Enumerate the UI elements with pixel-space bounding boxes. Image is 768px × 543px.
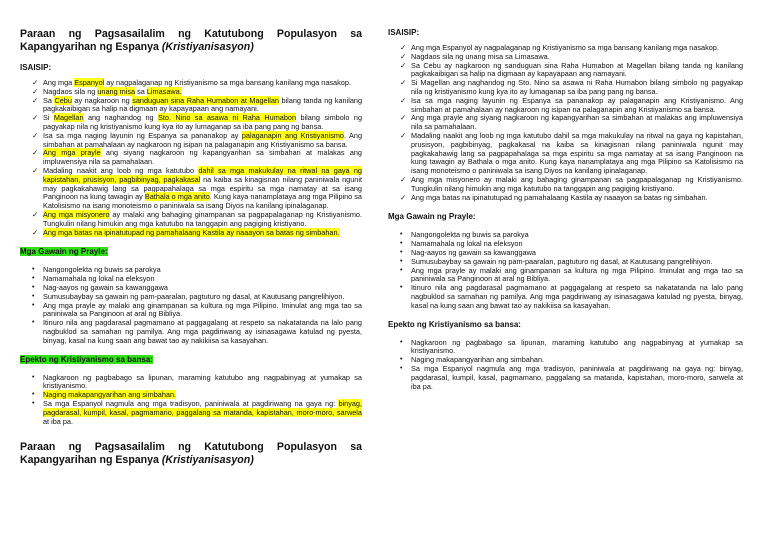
list-item [20,167,362,211]
list-item-text: na kaiba sa kinagisnan nilang paniniwala ngunit may pagkakahawig lang sa pagpapahalaga sa mga espiritu sa mga namatay at sa isang Panginoon na kung tawagin ay [43,174,362,202]
list-item [20,229,362,238]
list-item [388,62,743,80]
list-item-text: Itinuro nila ang pagdarasal pagmamano at paggagalang at respeto sa nakatatanda na lalo pang nagbuklod sa samahan ng pamilya. Ang mga pagdiriwang ay isinasagawa katulad ng pyesta, binyag, kasal na kung saan ang bawat tao ay nakikiisa sa kasayahan. [43,318,362,345]
epekto-list [388,339,743,392]
bullet-icon: • [32,319,35,327]
list-item [20,114,362,132]
list-item [20,319,362,345]
bullet-icon: • [32,373,35,381]
list-item [388,114,743,132]
bullet-icon: • [32,266,35,274]
checkmark-icon: ✓ [32,227,39,237]
bullet-icon: • [400,356,403,364]
list-item-text: Sa mga Espanyol nagmula ang mga tradisyon, paniniwala at pagdiriwang na gaya ng: binyag, pagdarasal, kumpil, kasal, pagmamano, paggalang sa matanda, kapistahan, moro-moro, sarwela at iba pa. [411,363,743,391]
bullet-icon: • [32,275,35,283]
list-item-text: bilang tanda ng kanilang pagkakaibigan sa halip na digmaan ay kapayapaan ang namayani. [43,95,363,114]
list-item [388,79,743,97]
list-item-text: Sa Cebu ay nagkaroon ng sanduguan sina Raha Humabon at Magellan bilang tanda ng kanilang pagkakaibigan sa halip na digmaan ay kapayapaan ang namayani. [411,60,743,79]
document-title [20,28,362,53]
checkmark-icon: ✓ [32,148,39,158]
highlighted-text: Cebu [54,95,72,105]
list-item [388,97,743,115]
highlighted-text: sanduguan sina Raha Humabon at Magellan [132,95,279,105]
bullet-icon: • [400,364,403,372]
bullet-icon: • [400,266,403,274]
list-item [20,211,362,229]
checkmark-icon: ✓ [32,78,39,87]
prayle-heading [20,247,362,257]
list-item-text: Nag-aayos ng gawain sa kawanggawa [43,282,168,292]
left-column [20,0,362,466]
bullet-icon: • [32,399,35,407]
isaisip-list [388,44,743,202]
list-item-text: Isa sa mga naging layunin ng Espanya sa pananakop ay palaganapin ang Kristiyanismo. Ang simbahan at pamahalaan ay nagkaroon ng isipan na palaganapin ang Kristiyanismo sa bansa. [411,95,743,114]
list-item-text: Nangongolekta ng buwis sa parokya [43,265,161,275]
list-item-text: ay nagkaroon ng [71,95,133,105]
list-item-text: Nagdaos sila ng unang misa sa Limasawa. [411,51,550,61]
list-item-text: . Ang simbahan at pamahalaan ay nagkaroon ng isipan na palaganapin ang Kristiyanismo sa bansa. [43,130,363,149]
list-item-text: Sa mga Espanyol nagmula ang mga tradisyon, paniniwala at pagdiriwang na gaya ng: [43,398,339,408]
checkmark-icon: ✓ [400,174,407,184]
epekto-list [20,374,362,427]
list-item-text: Naging makapangyarihan ang simbahan. [411,355,545,365]
list-item-text: Sa [43,95,55,105]
epekto-heading: Epekto ng Kristiyanismo sa bansa: [388,319,521,329]
list-item [20,374,362,392]
list-item [20,302,362,320]
list-item [20,97,362,115]
list-item-text: Ang mga misyonero ay malaki ang bahaging ginampanan sa pagpapalaganap ng Kristiyanismo. Tungkulin nilang himukin ang mga katutubo na tanggapin ang pagiging kristiyano. [411,174,743,193]
highlighted-text: unang misa [97,86,136,96]
list-item [20,400,362,426]
list-item-text: Ang mga [43,78,75,87]
bullet-icon: • [32,301,35,309]
list-item-text: Ang mga Espanyol ay nagpalaganap ng Kristiyanismo sa mga bansang kanilang mga nasakop. [411,43,719,52]
list-item-text: . Kung kaya nanamplataya ang mga Pilipino sa Katolisismo na isang monoteismo o paniniwala sa isang Diyos na kanilang ipinalaganap. [43,192,362,211]
checkmark-icon: ✓ [400,60,407,70]
bullet-icon: • [400,338,403,346]
list-item [20,149,362,167]
title-sub: (Kristiyanisasyon) [161,453,254,466]
bullet-icon: • [400,248,403,256]
checkmark-icon: ✓ [32,86,39,96]
list-item-text: bilang simbolo ng pagyakap nila ng kristiyanismo kung kya ito ay lumaganap sa iba pang pang ng bansa. [43,113,362,131]
epekto-heading [20,355,362,365]
prayle-heading-text: Mga Gawain ng Prayle: [20,247,108,257]
list-item-text: Isa sa mga naging layunin ng Espanya sa pananakop ay [43,130,242,140]
list-item-text: Namamahala ng lokal na eleksyon [43,274,155,284]
bullet-icon: • [400,257,403,265]
list-item-text: Si Magellan ang naghandog ng Sto. Nino sa asawa ni Raha Humabon bilang simbolo ng pagyakap nila ng kristiyanismo kung kya ito ay lumaganap sa iba pang pang ng bansa. [411,78,743,96]
checkmark-icon: ✓ [400,130,407,140]
checkmark-icon: ✓ [400,95,407,105]
list-item-text: Sumusubaybay sa gawain ng pam-paaralan, pagtuturo ng dasal, at Kautusang pangrelihiyon. [43,291,345,301]
prayle-list [20,266,362,345]
checkmark-icon: ✓ [32,165,39,175]
checkmark-icon: ✓ [400,113,407,123]
isaisip-heading: ISAISIP: [388,28,420,37]
highlighted-text: Limasawa. [146,86,182,96]
isaisip-list [20,79,362,237]
list-item-text: Madaling naakit ang loob ng mga katutubo [43,165,199,175]
checkmark-icon: ✓ [32,130,39,140]
list-item-text: Ang mga prayle ay malaki ang ginampanan sa kultura ng mga Pilipino. Iminulat ang mga tao sa paniniwala sa Panginoon at aral ng Bibliya. [411,265,743,284]
list-item-text: Nangongolekta ng buwis sa parokya [411,230,529,240]
list-item-text: sa [135,86,147,96]
bullet-icon: • [400,284,403,292]
list-item-text: Nag-aayos ng gawain sa kawanggawa [411,247,536,257]
list-item-text: Namamahala ng lokal na eleksyon [411,239,523,249]
bullet-icon: • [32,391,35,399]
highlighted-text: Bathala o mga anito [144,192,210,202]
list-item-text: Nagkaroon ng pagbabago sa lipunan, maraming katutubo ang nagpabinyag at yumakap sa kristiyanismo. [43,372,362,391]
checkmark-icon: ✓ [400,78,407,88]
checkmark-icon: ✓ [32,209,39,219]
bullet-icon: • [32,283,35,291]
list-item-text: Nagdaos sila ng [43,86,98,96]
highlighted-text: Ang mga prayle [43,148,101,158]
highlighted-text: dahil sa mga makukulay na ritwal na gaya ng kapistahan, prusisyon, pagbibinyag, pagkakasal [43,165,362,184]
list-item-text: ang siyang nagkaroon ng kapangyarihan sa simbahan at malakas ang impluwensiya nila sa pamahalaan. [43,148,362,167]
bullet-icon: • [400,240,403,248]
list-item-text: ang naghandog ng [83,113,158,123]
bullet-icon: • [400,231,403,239]
list-item-text: Sumusubaybay sa gawain ng pam-paaralan, pagtuturo ng dasal, at Kautusang pangrelihiyon. [411,256,713,266]
list-item [388,339,743,357]
checkmark-icon: ✓ [32,95,39,105]
list-item [388,194,743,203]
highlighted-text: binyag, pagdarasal, kumpil, kasal, pagmamano, paggalang sa matanda, kapistahan, moro-moro, sarwela [43,398,362,417]
list-item-text: Si [43,113,54,123]
highlighted-text: Ang mga misyonero [43,209,110,219]
list-item-text: Ang mga prayle ang siyang nagkaroon ng kapangyarihan sa simbahan at malakas ang impluwensiya nila sa pamahalaan. [411,113,743,132]
highlighted-text: Magellan [53,113,84,123]
list-item-text: ay malaki ang bahaging ginampanan sa pagpapalaganap ng Kristiyanismo. Tungkulin nilang himukin ang mga katutubo na tanggapin ang pagiging kristiyano. [43,209,362,228]
title-sub: (Kristiyanisasyon) [161,40,254,53]
list-item [388,176,743,194]
right-column [388,0,743,391]
list-item-text: Ang mga batas na ipinatutupad ng pamahalaang Kastila ay naaayon sa batas ng simbahan. [411,192,708,202]
list-item [388,267,743,285]
highlighted-text: Espanyol [74,78,105,87]
isaisip-heading: ISAISIP: [20,63,52,72]
list-item-text: ay nagpalaganap ng Kristiyanismo sa mga bansang kanilang mga nasakop. [104,78,351,87]
checkmark-icon: ✓ [400,51,407,61]
list-item [388,365,743,391]
list-item-text: Ang mga prayle ay malaki ang ginampanan sa kultura ng mga Pilipino. Iminulat ang mga tao sa paniniwala sa Panginoon at aral ng Bibliya. [43,300,362,319]
highlighted-text: Naging makapangyarihan ang simbahan. [43,390,177,400]
epekto-heading-text: Epekto ng Kristiyanismo sa bansa: [20,354,153,364]
document-title-repeat [20,441,362,466]
list-item [388,132,743,176]
checkmark-icon: ✓ [32,113,39,123]
prayle-heading: Mga Gawain ng Prayle: [388,212,476,222]
prayle-list [388,231,743,310]
highlighted-text: palaganapin ang Kristiyanismo [241,130,344,140]
checkmark-icon: ✓ [400,192,407,202]
bullet-icon: • [32,292,35,300]
title-main: Paraan ng Pagsasailalim ng Katutubong Populasyon sa Kapangyarihan ng Espanya [20,28,362,53]
list-item-text: Madaling naakit ang loob ng mga katutubo dahil sa mga makukulay na ritwal na gaya ng kapistahan, prusisyon, pagbibinyag, pagkakasal na kaiba sa kinagisnan nilang paniniwala ngunit may pagkakahawig lang sa pagpapahalaga sa mga espiritu sa mga namatay at sa isang Panginoon na kung tawagin ay Bathala o mga anito. Kung kaya nanamplataya ang mga Pilipino sa Katolisismo na isang monoteismo o paniniwala sa isang Diyos na kanilang ipinalaganap. [411,130,743,176]
highlighted-text: Sto. Nino sa asawa ni Raha Humabon [158,113,297,123]
highlighted-text: Ang mga batas na ipinatutupad ng pamahalaang Kastila ay naaayon sa batas ng simbahan. [43,227,340,237]
title-main: Paraan ng Pagsasailalim ng Katutubong Populasyon sa Kapangyarihan ng Espanya [20,441,362,466]
list-item-text: at iba pa. [43,416,74,426]
checkmark-icon: ✓ [400,43,407,52]
list-item [20,132,362,150]
list-item [388,284,743,310]
list-item-text: Itinuro nila ang pagdarasal pagmamano at paggagalang at respeto sa nakatatanda na lalo pang nagbuklod sa samahan ng pamilya. Ang mga pagdiriwang ay isinasagawa katulad ng pyesta, binyag, kasal na kung saan ang bawat tao ay nakikiisa sa kasayahan. [411,283,743,310]
list-item-text: Nagkaroon ng pagbabago sa lipunan, maraming katutubo ang nagpabinyag at yumakap sa kristiyanismo. [411,337,743,356]
